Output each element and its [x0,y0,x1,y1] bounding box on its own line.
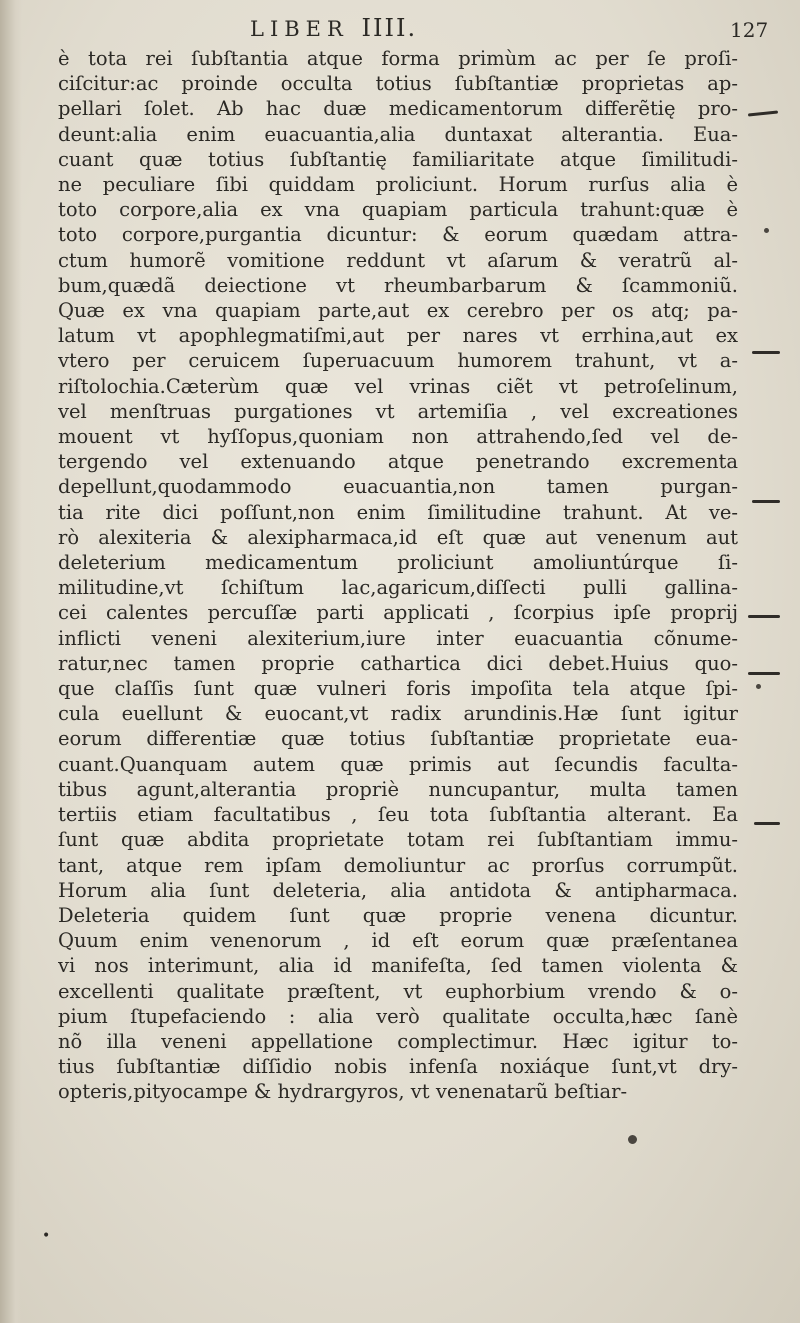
text-line: cula euellunt & euocant,vt radix arundinis.Hæ ſunt igitur [58,702,738,726]
text-line: riſtolochia.Cæterùm quæ vel vrinas ciẽt vt petroſelinum, [58,374,738,398]
text-line: deunt:alia enim euacuantia,alia duntaxat alterantia. Eua- [58,122,738,146]
text-line: ratur,nec tamen proprie cathartica dici debet.Huius quo- [58,651,738,675]
text-line: tertiis etiam facultatibus , ſeu tota ſubſtantia alterant. Ea [58,803,738,827]
text-line: è tota rei ſubſtantia atque forma primùm ac per ſe proſi- [58,47,738,70]
text-line: nõ illa veneni appellatione complectimur. Hæc igitur to- [58,1029,738,1053]
text-line: pium ſtupefaciendo : alia verò qualitate occulta,hæc ſanè [58,1004,738,1028]
text-line: cuant quæ totius ſubſtantię familiaritate atque ſimilitudi- [58,147,738,171]
text-line: bum,quædã deiectione vt rheumbarbarum & ſcammoniũ. [58,273,738,297]
text-line: inflicti veneni alexiterium,iure inter euacuantia cõnume- [58,626,738,650]
text-line: excellenti qualitate præſtent, vt euphorbium vrendo & o- [58,979,738,1003]
text-line: ciſcitur:ac proinde occulta totius ſubſtantiæ proprietas ap- [58,72,738,96]
margin-ink-spot [756,684,761,689]
text-line: deleterium medicamentum proliciunt amoliuntúrque ſi- [58,551,738,575]
text-line: mouent vt hyſſopus,quoniam non attrahendo,ſed vel de- [58,425,738,449]
text-line: vi nos interimunt, alia id manifeſta, ſed tamen violenta & [58,954,738,978]
text-line: ctum humorẽ vomitione reddunt vt aſarum & veratrũ al- [58,248,738,272]
page-number: 127 [730,18,769,42]
text-line: ne peculiare ſibi quiddam proliciunt. Horum rurſus alia è [58,173,738,197]
text-line: depellunt,quodammodo euacuantia,non tamen purgan- [58,475,738,499]
margin-underline-mark [752,500,780,503]
bottom-ink-dot: • [42,1228,51,1244]
text-line: cei calentes percuſſæ parti applicati , ſcorpius ipſe proprij [58,601,738,625]
margin-underline-mark [748,615,780,618]
text-line: Horum alia ſunt deleteria, alia antidota & antipharmaca. [58,878,738,902]
text-line: ſunt quæ abdita proprietate totam rei ſubſtantiam immu- [58,828,738,852]
text-line: tant, atque rem ipſam demoliuntur ac prorſus corrumpũt. [58,853,738,877]
text-line: vtero per ceruicem ſuperuacuum humorem trahunt, vt a- [58,349,738,373]
text-line: que claſſis ſunt quæ vulneri foris impoſita tela atque ſpi- [58,677,738,701]
text-line: cuant.Quanquam autem quæ primis aut ſecundis faculta- [58,752,738,776]
book-number: IIII. [361,14,418,42]
text-line: tius ſubſtantiæ diſſidio nobis infenſa noxiáque ſunt,vt dry- [58,1055,738,1079]
margin-ink-spot [764,228,769,233]
text-line: Deleteria quidem ſunt quæ proprie venena dicuntur. [58,903,738,927]
text-line: militudine,vt ſchiſtum lac,agaricum,diſſecti pulli gallina- [58,576,738,600]
text-line: toto corpore,purgantia dicuntur: & eorum quædam attra- [58,223,738,247]
running-title: LIBER [250,17,349,41]
text-line: tibus agunt,alterantia propriè nuncupantur, multa tamen [58,777,738,801]
margin-underline-mark [752,351,780,354]
text-line: opteris,pityocampe & hydrargyros, vt venenatarũ beſtiar- [58,1080,628,1104]
margin-ink-spot [628,1135,637,1144]
text-line: Quum enim venenorum , id eſt eorum quæ præſentanea [58,929,738,953]
text-line: tergendo vel extenuando atque penetrando excrementa [58,450,738,474]
text-line: toto corpore,alia ex vna quapiam particula trahunt:quæ è [58,198,738,222]
text-line: tia rite dici poſſunt,non enim ſimilitudine trahunt. At ve- [58,500,738,524]
text-line: Quæ ex vna quapiam parte,aut ex cerebro per os atq; pa- [58,299,738,323]
text-line: pellari ſolet. Ab hac duæ medicamentorum differẽtię pro- [58,97,738,121]
margin-underline-mark [748,110,778,116]
margin-underline-mark [754,822,780,825]
text-line: vel menſtruas purgationes vt artemiſia , vel excreationes [58,399,738,423]
text-line: latum vt apophlegmatiſmi,aut per nares vt errhina,aut ex [58,324,738,348]
text-line: rò alexiteria & alexipharmaca,id eſt quæ aut venenum aut [58,525,738,549]
margin-underline-mark [748,672,780,675]
text-line: eorum differentiæ quæ totius ſubſtantiæ proprietate eua- [58,727,738,751]
